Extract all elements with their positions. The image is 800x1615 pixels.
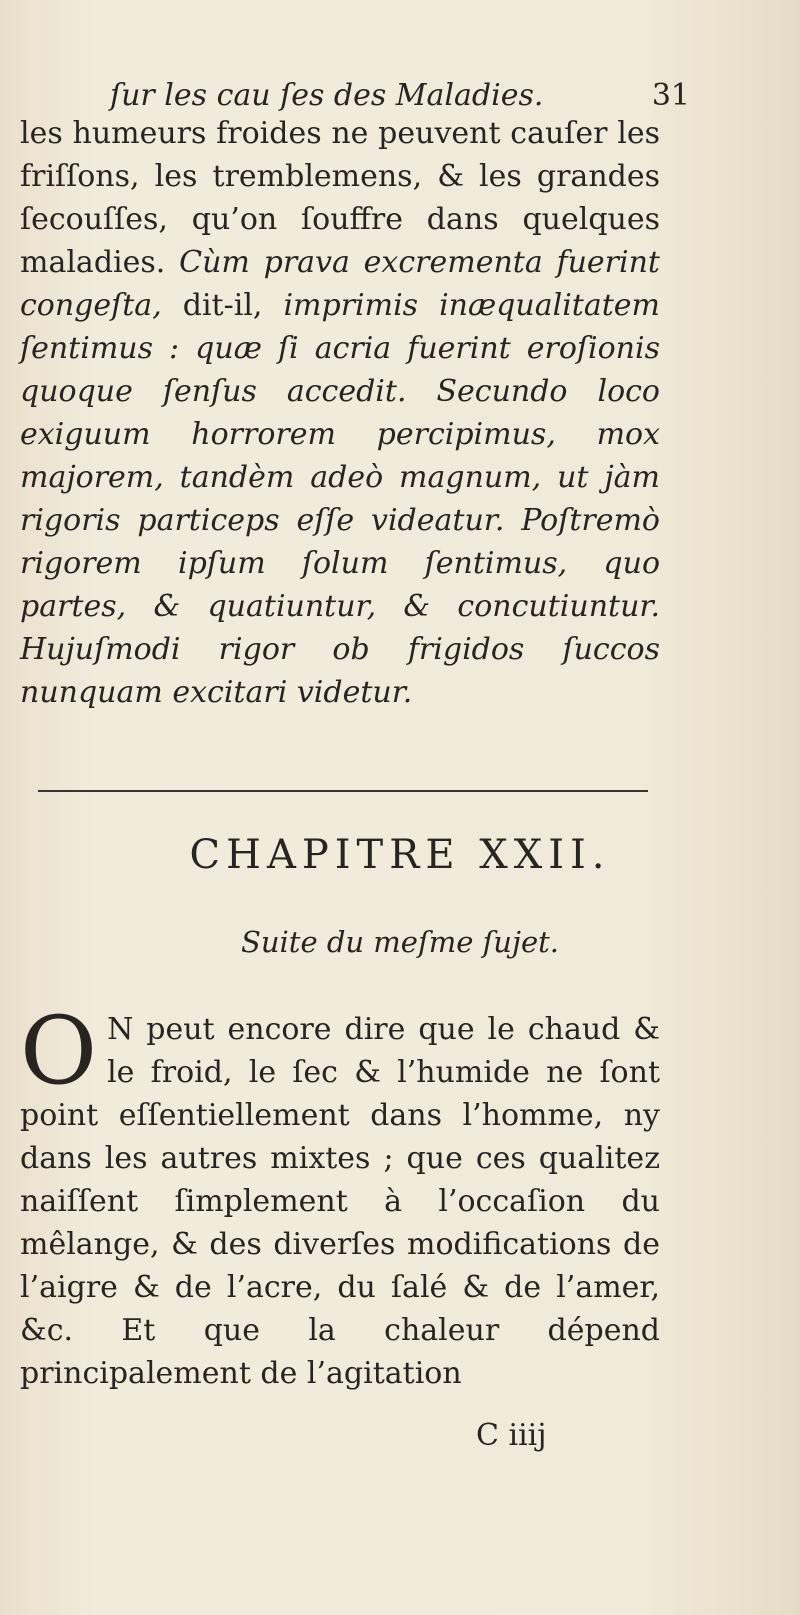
passage-paragraph [20, 112, 660, 714]
dit-il: dit-il, [161, 288, 284, 323]
chapter-body: peut encore dire que le chaud & le froid, le ſec & l’humide ne ſont point eſſentiellement dans l’homme, ny dans les autres mixtes ; que ces qualitez naiſſent ſimplement à l’occaſion du mêlange, & des diverſes modifications de l’aigre & de l’acre, du ſalé & de l’amer, &c. Et que la chaleur dépend principalement de l’agitation [20, 1012, 660, 1391]
drop-cap: O [20, 997, 98, 1106]
catchword: C iiij [476, 1418, 547, 1453]
chapter-heading: CHAPITRE XXII. [189, 832, 611, 878]
page-number: 31 [651, 78, 690, 113]
section-divider [38, 790, 648, 792]
latin-quote-2: imprimis inæqualitatem ſentimus : quæ ſi acria fuerint eroſionis quoque ſenſus accedit. Secundo loco exiguum horrorem percipimus, mox majorem, tandèm adeò magnum, ut jàm rigoris particeps eſſe videatur. Poſtremò rigorem ipſum ſolum ſentimus, quo partes, & quatiuntur, & concutiuntur. Hujuſmodi rigor ob frigidos ſuccos nunquam excitari videtur. [20, 288, 660, 710]
passage-text [20, 112, 660, 714]
first-word-letter: N [107, 1012, 134, 1047]
french-intro: les humeurs froides ne peuvent cauſer les friſſons, les tremblemens, & les grandes ſecouſſes, qu’on ſouffre dans quelques maladies. [20, 116, 660, 280]
running-title: ſur les cau ſes des Maladies. [110, 78, 544, 113]
chapter-subtitle: Suite du meſme ſujet. [240, 925, 560, 959]
chapter-text [20, 997, 660, 1395]
latin-quote-1: Cùm prava excrementa fuerint congeſta, [20, 245, 660, 323]
